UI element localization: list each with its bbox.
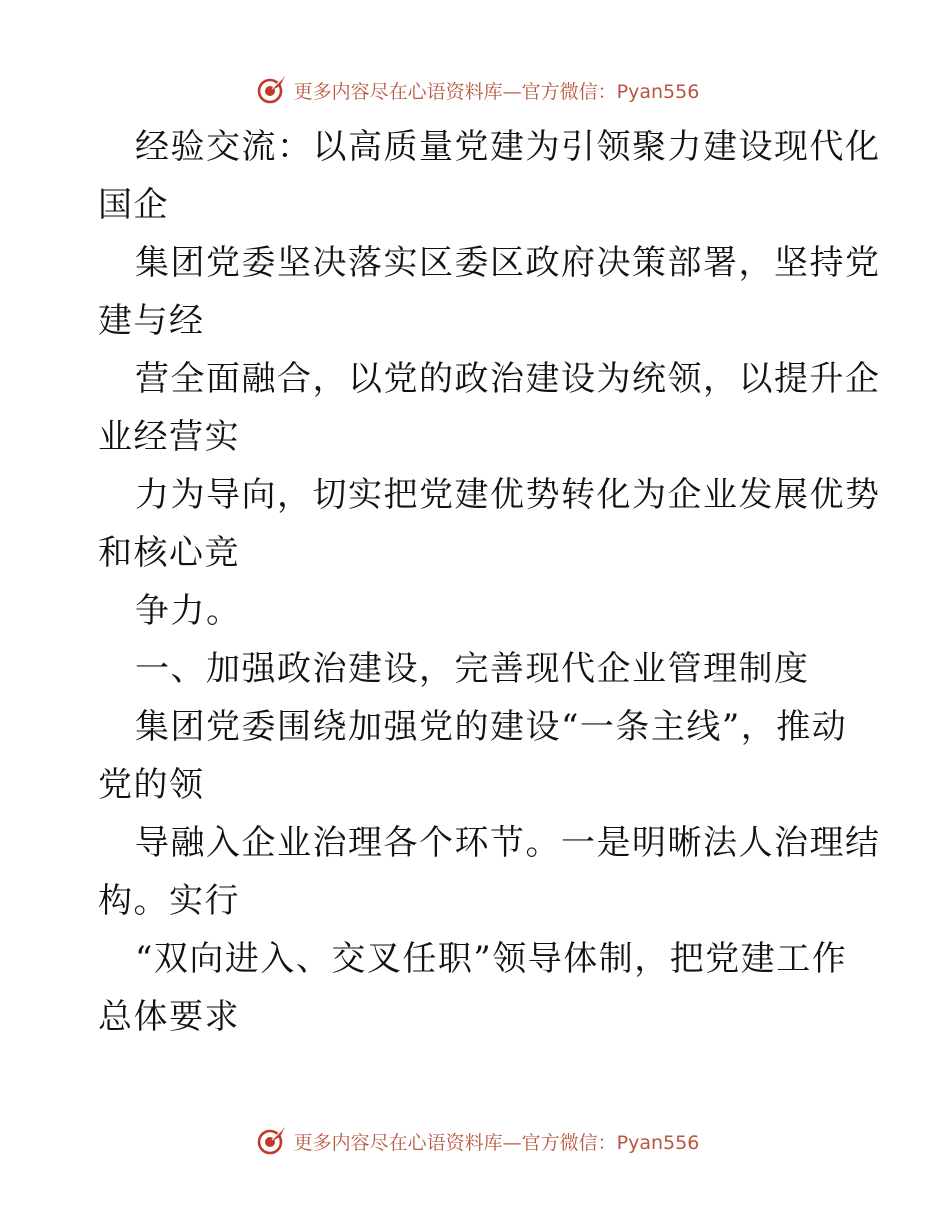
body-line: 营全面融合，以党的政治建设为统领，以提升企 [135,359,881,399]
body-line: 业经营实 [98,417,240,457]
body-line: 总体要求 [98,997,240,1037]
body-line: 导融入企业治理各个环节。一是明晰法人治理结 [135,823,881,863]
body-line: 力为导向，切实把党建优势转化为企业发展优势 [135,475,881,515]
body-line: 党的领 [98,765,205,805]
document-body [98,118,881,1046]
body-line: 建与经 [98,301,205,341]
section-heading: 一、加强政治建设，完善现代企业管理制度 [135,649,810,689]
quill-logo-icon [256,74,288,106]
body-line: 和核心竞 [98,533,240,573]
watermark-text: 更多内容尽在心语资料库—官方微信：Pyan556 [293,1131,700,1154]
header-watermark [0,70,950,110]
body-line: 经验交流：以高质量党建为引领聚力建设现代化 [135,127,881,167]
body-line: 构。实行 [98,881,240,921]
body-line: 集团党委围绕加强党的建设“一条主线”，推动 [135,707,848,747]
footer-watermark [0,1121,950,1161]
watermark-text: 更多内容尽在心语资料库—官方微信：Pyan556 [293,80,700,103]
body-line: “双向进入、交叉任职”领导体制，把党建工作 [135,939,848,979]
body-line: 国企 [98,185,169,225]
quill-logo-icon [256,1125,288,1157]
body-line: 集团党委坚决落实区委区政府决策部署，坚持党 [135,243,881,283]
body-line: 争力。 [135,591,242,631]
